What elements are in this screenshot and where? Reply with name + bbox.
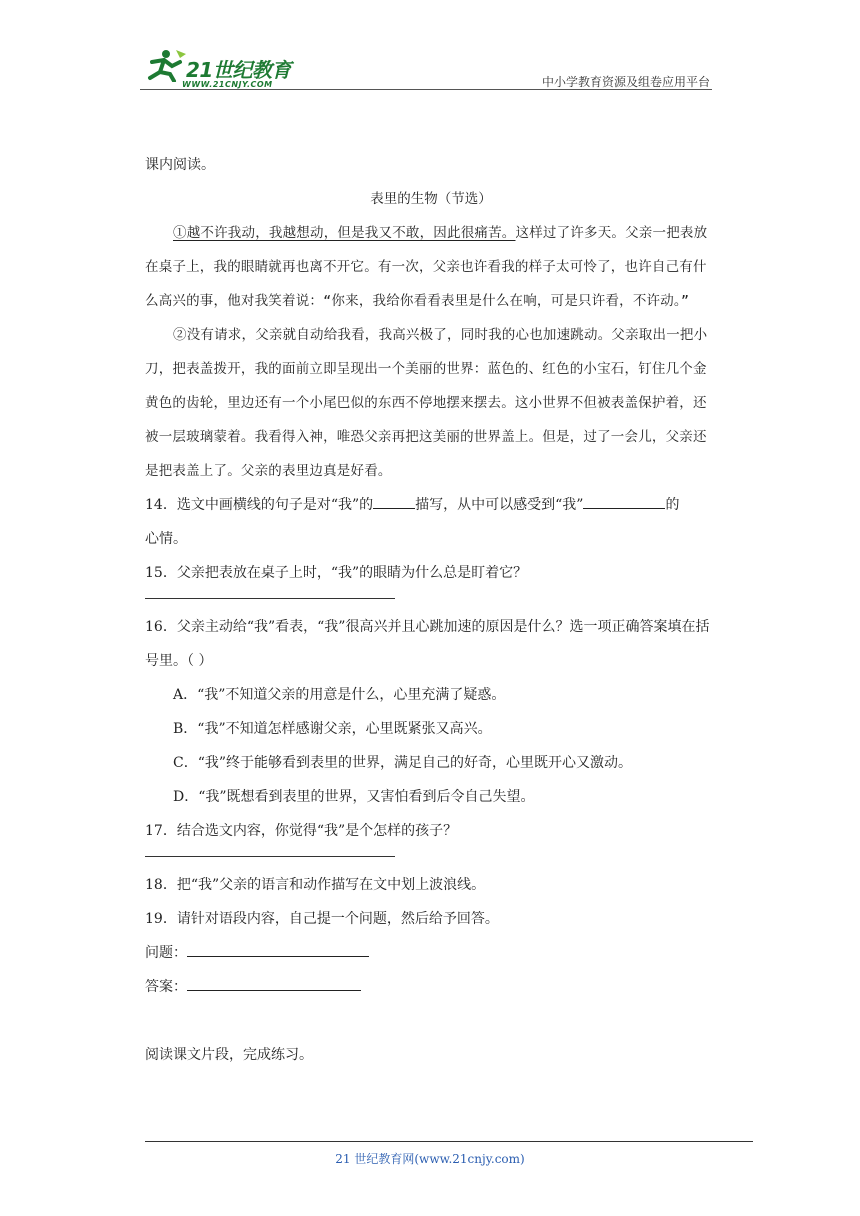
q14-blank-2[interactable] [583, 490, 665, 509]
page-header [140, 40, 712, 90]
passage-paragraph-2: ②没有请求，父亲就自动给我看，我高兴极了，同时我的心也加速跳动。父亲取出一把小刀，把表盖拨开，我的面前立即呈现出一个美丽的世界：蓝色的、红色的小宝石，钉住几个金黄色的齿轮，里边还有一个小尾巴似的东西不停地摆来摆去。这小世界不但被表盖保护着，还被一层玻璃蒙着。我看得入神，唯恐父亲再把这美丽的世界盖上。但是，过了一会儿，父亲还是把表盖上了。父亲的表里边真是好看。 [145, 327, 708, 479]
site-logo[interactable] [140, 44, 320, 90]
section-intro: 课内阅读。 [145, 157, 215, 173]
section-spacer [145, 1004, 717, 1038]
passage-paragraph-1 [145, 216, 717, 318]
q19-answer-label: 答案： [145, 979, 187, 995]
q19-answer-blank[interactable] [187, 972, 361, 991]
passage-title: 表里的生物（节选） [370, 191, 492, 207]
q16-option-d: D．“我”既想看到表里的世界，又害怕看到后令自己失望。 [173, 789, 535, 805]
main-content [145, 148, 717, 1072]
question-14 [145, 488, 717, 556]
q19-question-blank[interactable] [187, 938, 369, 957]
question-18: 18．把“我”父亲的语言和动作描写在文中划上波浪线。 [145, 877, 486, 893]
header-platform-name: 中小学教育资源及组卷应用平台 [541, 75, 710, 89]
q16-option-c: C．“我”终于能够看到表里的世界，满足自己的好奇，心里既开心又激动。 [173, 755, 633, 771]
paragraph-1-text: 这样过了许多天。父亲一把表放在桌子上，我的眼睛就再也离不开它。有一次，父亲也许看我的样子太可怜了，也许自己有什么高兴的事，他对我笑着说：“你来，我给你看看表里是什么在响，可是只许看，不许动。” [145, 225, 708, 309]
runner-logo-icon [144, 48, 188, 82]
footer-divider [145, 1141, 753, 1142]
logo-title: 21世纪教育 [186, 58, 291, 82]
q14-text-d: 心情。 [145, 531, 187, 547]
header-divider [140, 89, 712, 90]
question-17: 17．结合选文内容，你觉得“我”是个怎样的孩子？ [145, 823, 458, 839]
question-15: 15．父亲把表放在桌子上时，“我”的眼睛为什么总是盯着它？ [145, 565, 528, 581]
q19-question-label: 问题： [145, 945, 187, 961]
logo-url: WWW.21CNJY.COM [182, 80, 273, 89]
q19-answer-row [145, 970, 717, 1004]
question-16: 16．父亲主动给“我”看表，“我”很高兴并且心跳加速的原因是什么？选一项正确答案填在括号里。（ ） [145, 619, 710, 669]
footer-link[interactable]: 21 世纪教育网(www.21cnjy.com) [335, 1152, 525, 1166]
q16-option-b: B．“我”不知道怎样感谢父亲，心里既紧张又高兴。 [173, 721, 492, 737]
question-19: 19．请针对语段内容，自己提一个问题，然后给予回答。 [145, 911, 499, 927]
q14-text-b: 描写，从中可以感受到“我” [415, 497, 584, 513]
q14-text-a: 14．选文中画横线的句子是对“我”的 [145, 497, 374, 513]
q16-option-a: A．“我”不知道父亲的用意是什么，心里充满了疑惑。 [173, 687, 506, 703]
q15-answer-line[interactable] [145, 598, 395, 600]
q19-question-row [145, 936, 717, 970]
q17-answer-line[interactable] [145, 856, 395, 858]
underlined-sentence: ①越不许我动，我越想动，但是我又不敢，因此很痛苦。 [173, 225, 516, 241]
q14-blank-1[interactable] [373, 490, 415, 509]
q14-text-c: 的 [665, 497, 680, 513]
section-2-intro: 阅读课文片段，完成练习。 [145, 1047, 313, 1063]
